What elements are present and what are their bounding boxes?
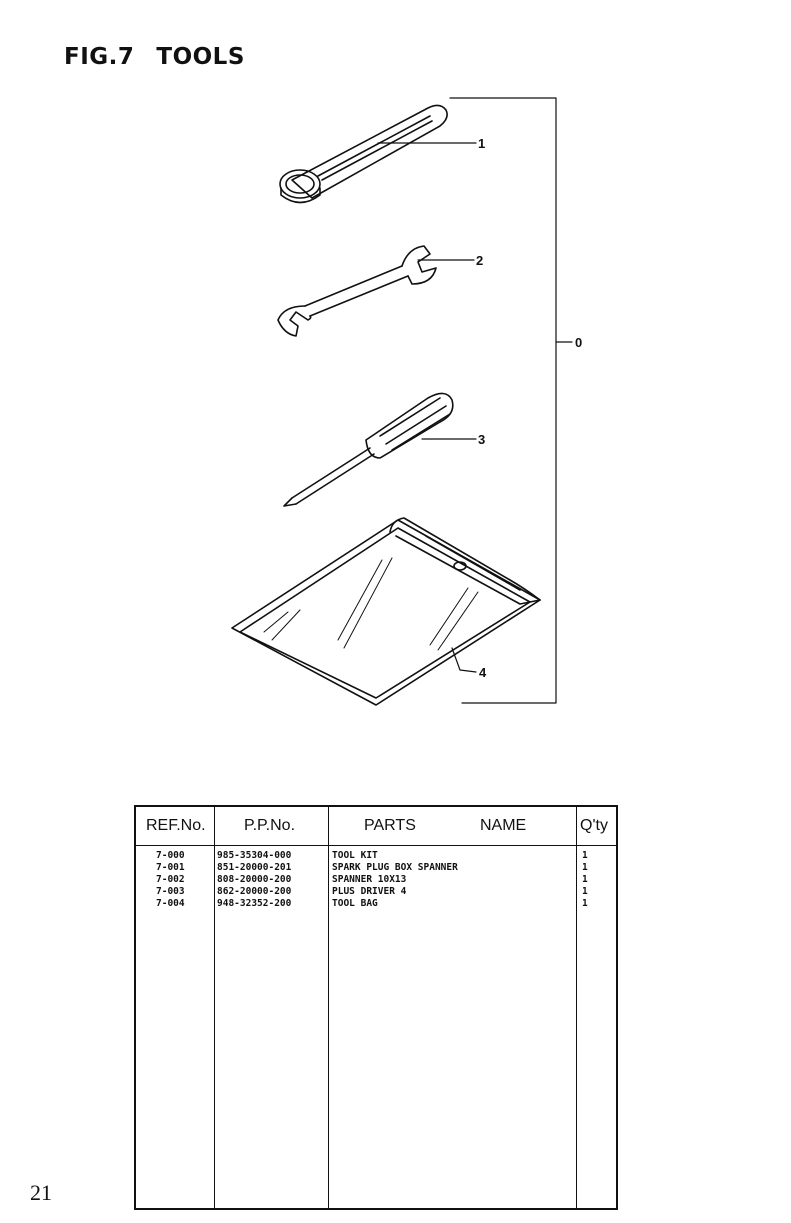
callout-1: 1 xyxy=(478,136,486,151)
row-qty: 1 xyxy=(582,850,588,861)
row-pp-no: 808-20000-200 xyxy=(217,874,292,885)
header-pp-no: P.P.No. xyxy=(244,817,296,834)
callout-4: 4 xyxy=(479,665,487,680)
row-ref: 7-002 xyxy=(156,874,185,885)
header-name: NAME xyxy=(480,817,527,834)
callout-3: 3 xyxy=(478,432,486,447)
row-part-name: SPANNER 10X13 xyxy=(332,874,407,885)
tool-bag-drawing xyxy=(232,518,540,705)
row-ref: 7-004 xyxy=(156,898,185,909)
row-qty: 1 xyxy=(582,862,588,873)
callout-0: 0 xyxy=(575,335,583,350)
callout-2: 2 xyxy=(476,253,484,268)
row-part-name: TOOL KIT xyxy=(332,850,378,861)
row-part-name: TOOL BAG xyxy=(332,898,378,909)
column-divider xyxy=(328,807,329,1208)
header-divider xyxy=(136,845,616,846)
row-ref: 7-003 xyxy=(156,886,185,897)
row-qty: 1 xyxy=(582,886,588,897)
row-qty: 1 xyxy=(582,874,588,885)
spanner-drawing xyxy=(278,246,436,336)
parts-table xyxy=(134,805,618,1210)
row-pp-no: 985-35304-000 xyxy=(217,850,292,861)
leader-lines xyxy=(378,98,572,703)
figure-title xyxy=(64,44,245,70)
column-divider xyxy=(576,807,577,1208)
row-qty: 1 xyxy=(582,898,588,909)
row-ref: 7-000 xyxy=(156,850,185,861)
header-ref-no: REF.No. xyxy=(146,817,206,834)
row-pp-no: 862-20000-200 xyxy=(217,886,292,897)
header-qty: Q'ty xyxy=(580,817,608,834)
row-part-name: PLUS DRIVER 4 xyxy=(332,886,407,897)
row-pp-no: 851-20000-201 xyxy=(217,862,292,873)
column-divider xyxy=(214,807,215,1208)
row-part-name: SPARK PLUG BOX SPANNER xyxy=(332,862,458,873)
row-pp-no: 948-32352-200 xyxy=(217,898,292,909)
tools-illustration xyxy=(0,80,791,800)
screwdriver-drawing xyxy=(284,393,453,506)
figure-name: TOOLS xyxy=(156,44,245,70)
figure-label: FIG.7 xyxy=(64,44,135,70)
box-spanner-drawing xyxy=(280,105,447,202)
page-number: 21 xyxy=(30,1180,52,1205)
row-ref: 7-001 xyxy=(156,862,185,873)
header-parts: PARTS xyxy=(364,817,416,834)
